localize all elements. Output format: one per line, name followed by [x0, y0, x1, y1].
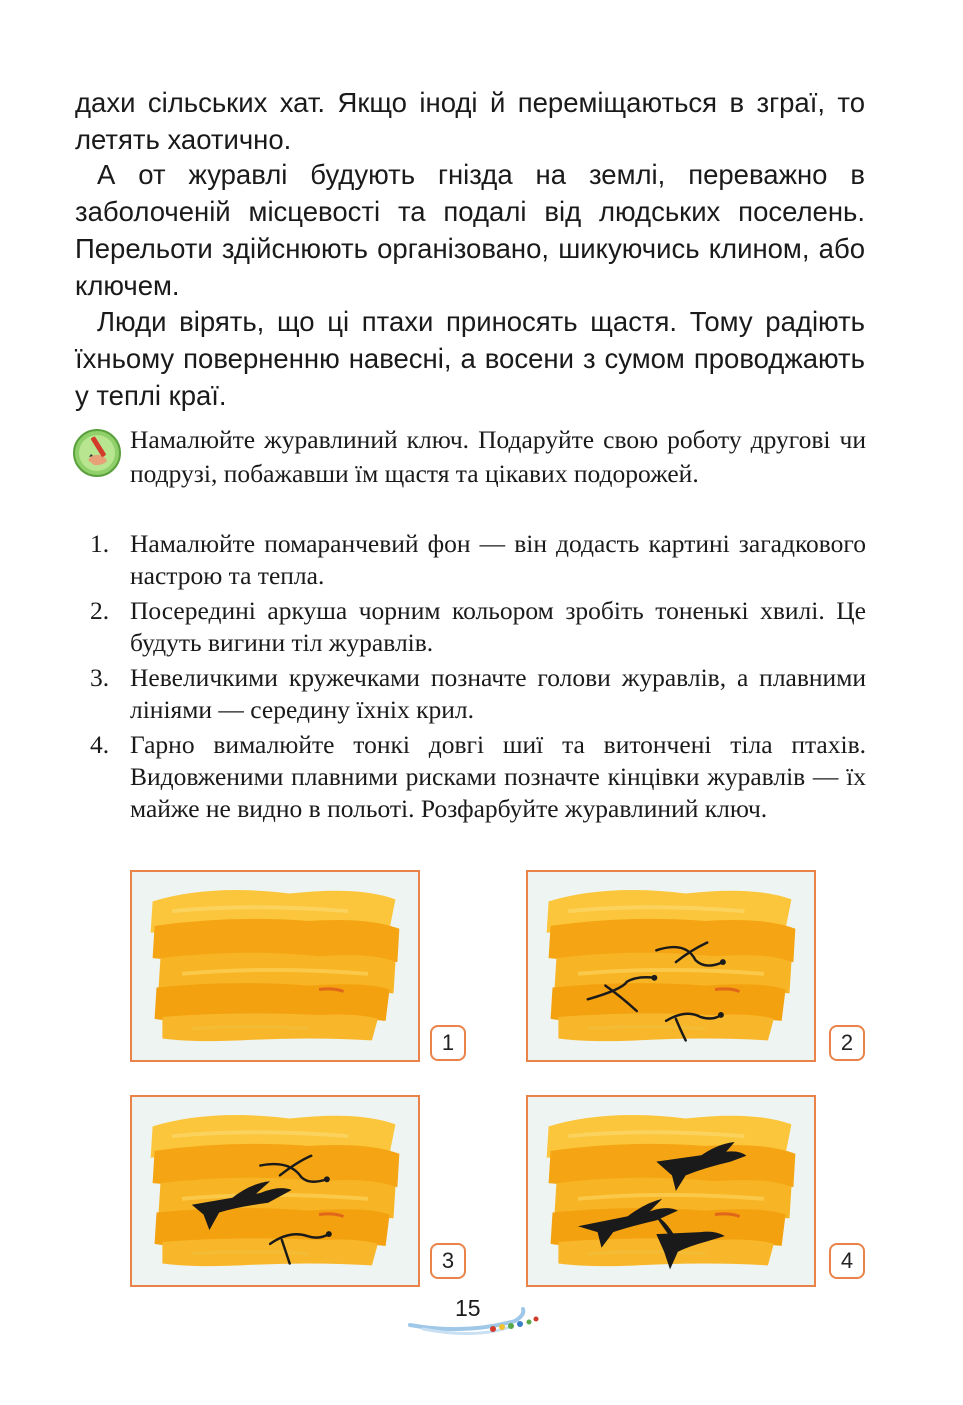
illustration-2 [526, 870, 816, 1062]
task-intro: Намалюйте журавлиний ключ. Подаруйте свою роботу другові чи подрузі, побажавши їм щастя та цікавих подорожей. [130, 425, 866, 488]
step-text: Невеличкими кружечками позначте голови журавлів, а плавними лініями — середину їхніх крил. [130, 663, 866, 724]
list-item [90, 729, 866, 825]
step-number: 4. [90, 730, 110, 759]
step-number: 2. [90, 596, 110, 625]
paragraph-2: А от журавлі будують гнізда на землі, переважно в заболоченій місцевості та подалі від людських поселень. Перельоти здійснюють організовано, шикуючись клином, або ключем. [75, 159, 865, 301]
paragraph-1: дахи сільських хат. Якщо іноді й переміщаються в зграї, то летять хаотично. [75, 87, 865, 155]
illustration-label: 3 [430, 1243, 466, 1279]
paragraph-3: Люди вірять, що ці птахи приносять щастя. Тому радіють їхньому поверненню навесні, а восени з сумом проводжають у теплі краї. [75, 306, 865, 411]
illustration-label: 1 [430, 1025, 466, 1061]
list-item [90, 662, 866, 726]
step-text: Посередині аркуша чорним кольором зробіть тоненькі хвилі. Це будуть вигини тіл журавлів. [130, 596, 866, 657]
step-text: Намалюйте помаранчевий фон — він додасть картині загадкового настрою та тепла. [130, 529, 866, 590]
list-item [90, 595, 866, 659]
step-number: 1. [90, 529, 110, 558]
illustration-label: 2 [829, 1025, 865, 1061]
step-number: 3. [90, 663, 110, 692]
page-number-ornament [405, 1295, 555, 1340]
list-item [90, 528, 866, 592]
illustration-4 [526, 1095, 816, 1287]
illustration-1 [130, 870, 420, 1062]
drawing-hand-icon [72, 428, 122, 478]
steps-list [90, 528, 866, 828]
illustration-3 [130, 1095, 420, 1287]
step-text: Гарно вималюйте тонкі довгі шиї та витончені тіла птахів. Видовженими плавними рисками позначте кінцівки журавлів — їх майже не видно в польоті. Розфарбуйте журавлиний ключ. [130, 730, 866, 823]
page-number: 15 [455, 1295, 481, 1321]
illustration-label: 4 [829, 1243, 865, 1279]
